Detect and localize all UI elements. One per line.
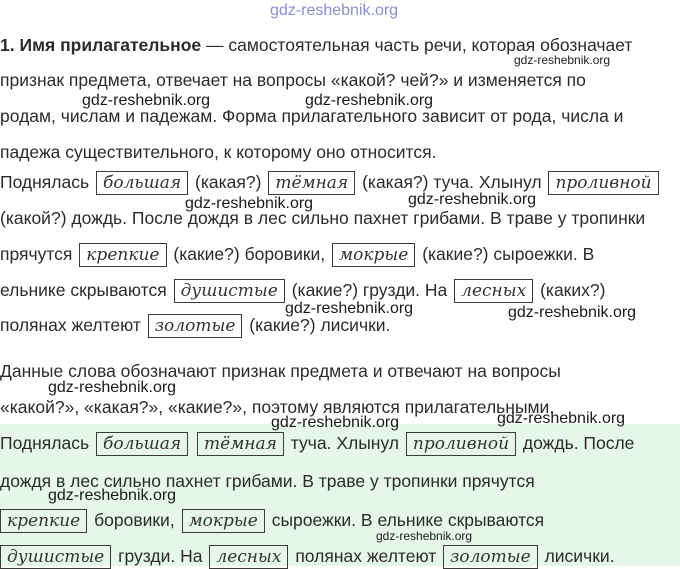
answer-line-4: [0, 545, 615, 569]
answer-box: большая: [96, 171, 188, 195]
exercise-line-2: (какой?) дождь. После дождя в лес сильно пахнет грибами. В траве у тропинки: [0, 208, 646, 228]
site-watermark-top: gdz-reshebnik.org: [270, 2, 399, 19]
watermark: gdz-reshebnik.org: [285, 300, 414, 317]
watermark: gdz-reshebnik.org: [48, 487, 177, 504]
text: Поднялась: [0, 433, 90, 453]
answer-box: проливной: [406, 432, 516, 456]
answer-box: душистые: [0, 545, 111, 569]
watermark: gdz-reshebnik.org: [514, 53, 611, 67]
answer-box: мокрые: [332, 243, 415, 267]
answer-box: лесных: [209, 545, 288, 569]
text: полянах желтеют: [295, 546, 437, 566]
answer-line-2: дождя в лес сильно пахнет грибами. В траве у тропинки прячутся: [0, 471, 535, 491]
conclusion-line-1: Данные слова обозначают признак предмета и отвечают на вопросы: [0, 361, 561, 381]
answer-box: душистые: [174, 279, 285, 303]
answer-box: большая: [96, 432, 188, 456]
text: (каких?): [540, 280, 606, 300]
text: (какие?) сыроежки. В: [422, 244, 595, 264]
text: (какие?) боровики,: [173, 244, 326, 264]
text: (какая?) туча. Хлынул: [362, 172, 542, 192]
conclusion-line-2: «какой?», «какая?», «какие?», поэтому являются прилагательными.: [0, 397, 555, 417]
text: Поднялась: [0, 172, 90, 192]
watermark: gdz-reshebnik.org: [305, 92, 434, 109]
watermark: gdz-reshebnik.org: [271, 414, 400, 431]
text: дождь. После: [522, 433, 635, 453]
watermark: gdz-reshebnik.org: [408, 191, 537, 208]
definition-line-2: признак предмета, отвечает на вопросы «какой? чей?» и изменяется по: [0, 70, 586, 90]
answer-box: тёмная: [197, 432, 284, 456]
answer-line-1: [0, 432, 634, 456]
answer-box: проливной: [548, 171, 658, 195]
task-number: 1.: [0, 35, 15, 55]
text: (какие?) грузди. На: [291, 280, 448, 300]
watermark: gdz-reshebnik.org: [48, 379, 177, 396]
answer-box: лесных: [454, 279, 533, 303]
text: ельнике скрываются: [0, 280, 167, 300]
term: Имя прилагательное: [19, 35, 202, 55]
text: (какая?): [195, 172, 262, 192]
exercise-line-1: [0, 171, 661, 195]
answer-box: крепкие: [0, 509, 87, 533]
definition-text: — самостоятельная часть речи, которая обозначает: [206, 35, 633, 55]
text: прячутся: [0, 244, 73, 264]
text: сыроежки. В ельнике скрываются: [271, 510, 545, 530]
watermark: gdz-reshebnik.org: [497, 410, 626, 427]
answer-box: крепкие: [79, 243, 166, 267]
answer-box: мокрые: [182, 509, 265, 533]
text: (какие?) лисички.: [249, 315, 391, 335]
text: полянах желтеют: [0, 315, 141, 335]
text: грузди. На: [118, 546, 203, 566]
watermark: gdz-reshebnik.org: [376, 529, 473, 543]
answer-box: золотые: [148, 314, 243, 338]
text: туча. Хлынул: [290, 433, 400, 453]
watermark: gdz-reshebnik.org: [508, 304, 637, 321]
watermark: gdz-reshebnik.org: [82, 92, 211, 109]
answer-box: золотые: [443, 545, 538, 569]
definition-line-4: падежа существительного, к которому оно относится.: [0, 142, 437, 162]
text: лисички.: [544, 546, 615, 566]
text: боровики,: [94, 510, 175, 530]
watermark: gdz-reshebnik.org: [185, 195, 314, 212]
definition-line-3: родам, числам и падежам. Форма прилагательного зависит от рода, числа и: [0, 106, 624, 126]
answer-box: тёмная: [268, 171, 355, 195]
exercise-line-3: [0, 243, 594, 267]
